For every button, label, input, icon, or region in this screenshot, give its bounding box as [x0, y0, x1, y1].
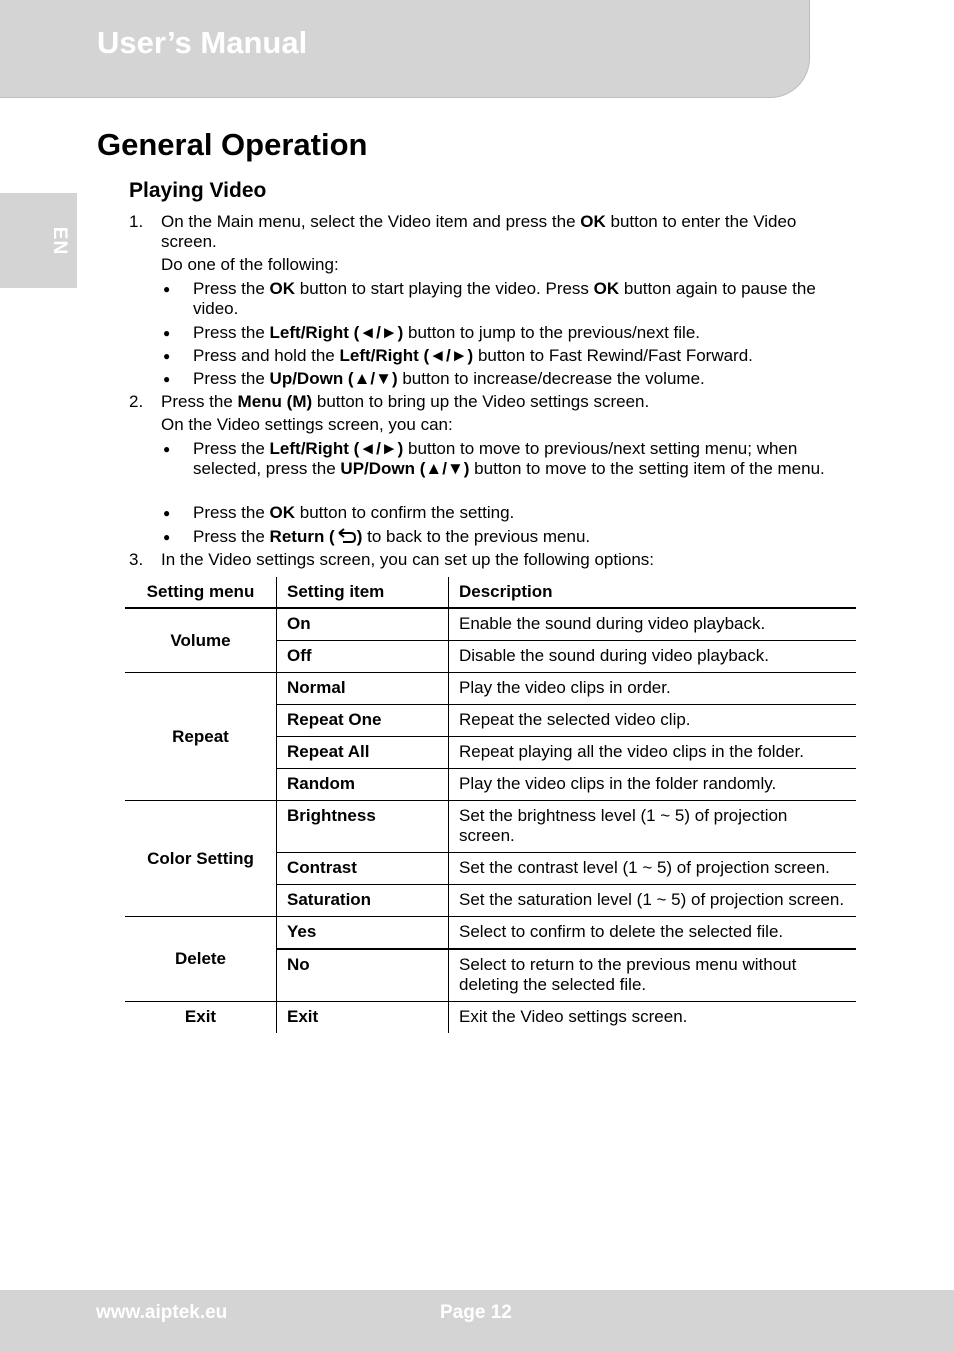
- setting-item-cell: Repeat One: [277, 705, 449, 737]
- column-header: Description: [449, 577, 857, 608]
- text-run: Press the: [193, 323, 270, 342]
- description-cell: Set the contrast level (1 ~ 5) of projection screen.: [449, 853, 857, 885]
- step-subtext: Do one of the following:: [161, 255, 339, 274]
- table-row: [125, 673, 856, 705]
- step-text: In the Video settings screen, you can set up the following options:: [161, 550, 654, 569]
- text-run: Press and hold the: [193, 346, 340, 365]
- settings-table: [125, 577, 856, 1033]
- text-run: button to confirm the setting.: [295, 503, 515, 522]
- bullet-dot-icon: ●: [163, 506, 171, 520]
- text-run: button to move to the setting item of the menu.: [469, 459, 825, 478]
- table-row: [125, 608, 856, 641]
- setting-item-cell: Saturation: [277, 885, 449, 917]
- text-run: button again to pause the video.: [193, 279, 816, 318]
- setting-menu-cell: Delete: [125, 917, 277, 1002]
- bold-run: Left/Right (◄/►): [269, 323, 404, 342]
- setting-item-cell: Exit: [277, 1002, 449, 1034]
- text-run: button to increase/decrease the volume.: [397, 369, 705, 388]
- step-subtext: On the Video settings screen, you can:: [161, 415, 453, 434]
- description-cell: Select to return to the previous menu without deleting the selected file.: [449, 949, 857, 1002]
- description-cell: Select to confirm to delete the selected file.: [449, 917, 857, 950]
- setting-item-cell: Brightness: [277, 801, 449, 853]
- step-number: 2.: [129, 392, 144, 411]
- setting-item-cell: Normal: [277, 673, 449, 705]
- bold-run: Return (: [269, 527, 335, 546]
- bold-run: UP/Down (▲/▼): [340, 459, 470, 478]
- bold-run: Left/Right (◄/►): [339, 346, 474, 365]
- description-cell: Play the video clips in the folder randomly.: [449, 769, 857, 801]
- bullet-text: [193, 323, 843, 343]
- bold-run: Left/Right (◄/►): [269, 439, 404, 458]
- bullet-dot-icon: ●: [163, 349, 171, 363]
- setting-menu-cell: Repeat: [125, 673, 277, 801]
- page-number: Page 12: [440, 1302, 512, 1323]
- text-run: Press the: [193, 279, 270, 298]
- table-row: [125, 801, 856, 853]
- setting-item-cell: Random: [277, 769, 449, 801]
- bold-run: Up/Down (▲/▼): [269, 369, 398, 388]
- text-run: Press the: [193, 527, 270, 546]
- text-run: button to move to previous/next setting menu; when selected, press the: [193, 439, 798, 478]
- text-run: button to jump to the previous/next file.: [403, 323, 701, 342]
- description-cell: Play the video clips in order.: [449, 673, 857, 705]
- description-cell: Set the saturation level (1 ~ 5) of projection screen.: [449, 885, 857, 917]
- description-cell: Repeat playing all the video clips in the folder.: [449, 737, 857, 769]
- step-text: [161, 392, 851, 412]
- table-row: [125, 917, 856, 950]
- description-cell: Disable the sound during video playback.: [449, 641, 857, 673]
- text-run: Press the: [193, 439, 270, 458]
- description-cell: Exit the Video settings screen.: [449, 1002, 857, 1034]
- step-number: 1.: [129, 212, 144, 231]
- return-arrow-icon: [335, 528, 357, 544]
- bold-run: OK: [269, 279, 296, 298]
- text-run: button to Fast Rewind/Fast Forward.: [473, 346, 753, 365]
- table-row: [125, 1002, 856, 1034]
- bold-run: OK: [593, 279, 620, 298]
- bullet-dot-icon: ●: [163, 442, 171, 456]
- setting-item-cell: On: [277, 608, 449, 641]
- setting-item-cell: No: [277, 949, 449, 1002]
- setting-item-cell: Repeat All: [277, 737, 449, 769]
- bullet-text: [193, 279, 843, 319]
- bold-run: Menu (M): [237, 392, 313, 411]
- setting-menu-cell: Exit: [125, 1002, 277, 1034]
- description-cell: Repeat the selected video clip.: [449, 705, 857, 737]
- bold-run: OK: [580, 212, 606, 231]
- column-header: Setting menu: [125, 577, 277, 608]
- language-label: EN: [49, 226, 70, 256]
- step-text: [161, 212, 851, 252]
- footer-url: www.aiptek.eu: [96, 1302, 228, 1323]
- bullet-text: [193, 369, 843, 389]
- text-run: Press the: [193, 503, 270, 522]
- text-run: On the Main menu, select the Video item and press the: [161, 212, 581, 231]
- bold-run: ): [356, 527, 363, 546]
- table-header-row: [125, 577, 856, 608]
- bullet-text: [193, 527, 843, 547]
- bullet-text: [193, 439, 843, 479]
- bullet-text: [193, 503, 843, 523]
- text-run: Press the: [161, 392, 238, 411]
- text-run: Press the: [193, 369, 270, 388]
- text-run: button to start playing the video. Press: [295, 279, 594, 298]
- bullet-text: [193, 346, 843, 366]
- text-run: button to bring up the Video settings screen.: [312, 392, 650, 411]
- column-header: Setting item: [277, 577, 449, 608]
- setting-item-cell: Contrast: [277, 853, 449, 885]
- setting-menu-cell: Volume: [170, 630, 231, 650]
- text-run: to back to the previous menu.: [362, 527, 591, 546]
- bold-run: OK: [269, 503, 296, 522]
- bullet-dot-icon: ●: [163, 530, 171, 544]
- bullet-dot-icon: ●: [163, 326, 171, 340]
- bullet-dot-icon: ●: [163, 372, 171, 386]
- setting-menu-cell: Color Setting: [125, 801, 277, 917]
- section-title: Playing Video: [129, 179, 267, 202]
- setting-item-cell: Yes: [277, 917, 449, 950]
- step-number: 3.: [129, 550, 144, 569]
- description-cell: Enable the sound during video playback.: [449, 608, 857, 641]
- page-title: General Operation: [97, 127, 368, 162]
- text-run: button to enter the Video screen.: [161, 212, 797, 251]
- bullet-dot-icon: ●: [163, 282, 171, 296]
- setting-item-cell: Off: [277, 641, 449, 673]
- description-cell: Set the brightness level (1 ~ 5) of projection screen.: [449, 801, 857, 853]
- manual-title: User’s Manual: [97, 25, 308, 60]
